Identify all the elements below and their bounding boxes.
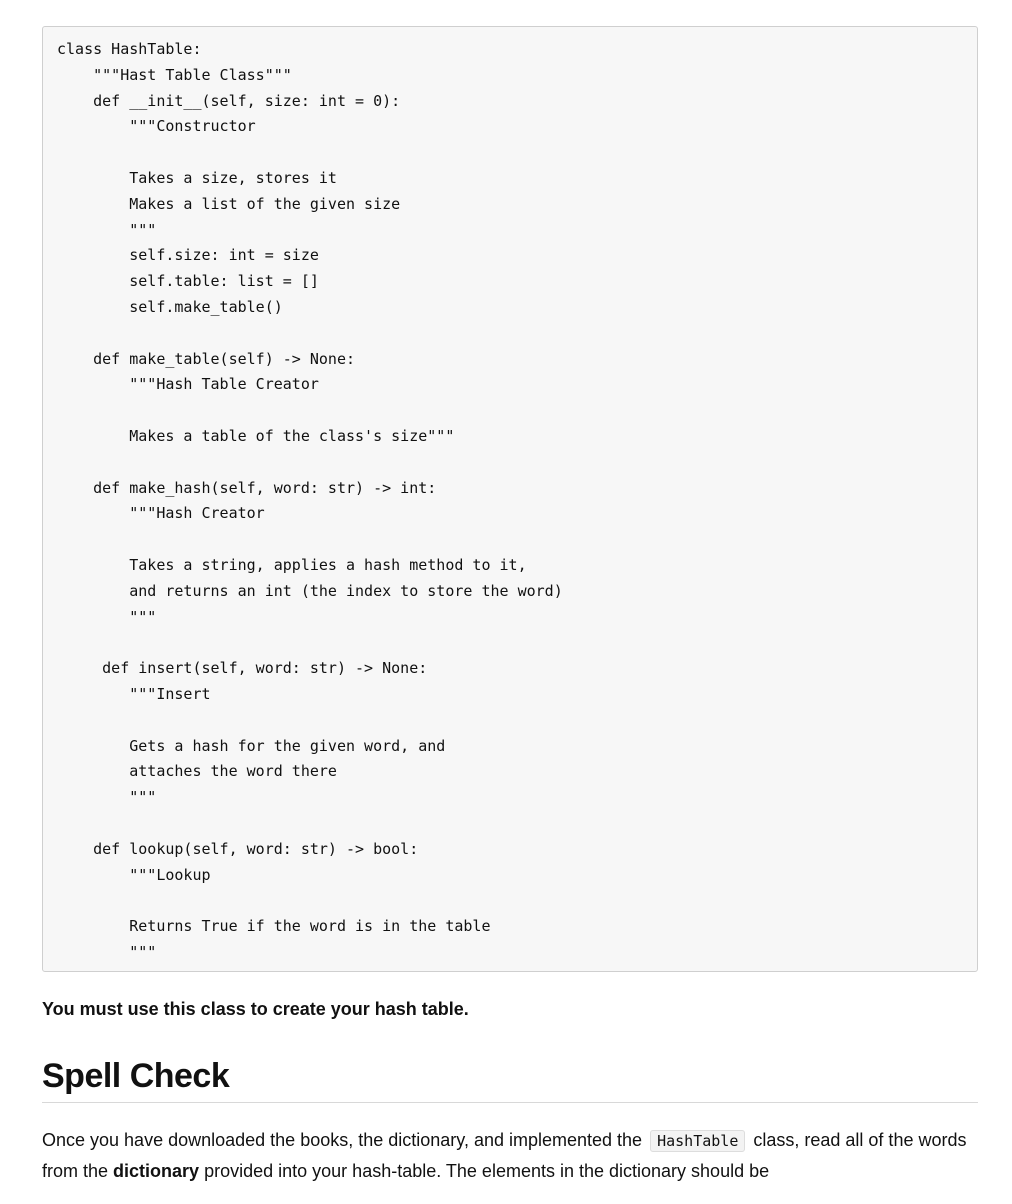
code-text: class HashTable: """Hast Table Class""" def __init__(self, size: int = 0): """Constructor Takes a size, stores it Makes a list of the given size """ self.size: int = size self.table: list = [] self.make_table() def make_table(self) -> None: """Hash Table Creator Makes a table of the class's size""" def make_hash(self, word: str) -> int: """Hash Creator Takes a string, applies a hash method to it, and returns an int (the index to store the word) """ def insert(self, word: str) -> None: """Insert Gets a hash for the given word, and attaches the word there """ def lookup(self, word: str) -> bool: """Lookup Returns True if the word is in the table """ xyxy=(57,40,563,961)
section-heading: Spell Check xyxy=(42,1052,978,1103)
class-usage-note: You must use this class to create your hash table. xyxy=(42,999,469,1019)
instruction-paragraph xyxy=(42,1125,982,1186)
para-text-3: provided into your hash-table. The elements in the dictionary should be xyxy=(204,1161,770,1181)
para-text-2: class, read all of the words from the xyxy=(42,1130,967,1181)
para-text-1: Once you have downloaded the books, the dictionary, and implemented the xyxy=(42,1130,643,1150)
dictionary-bold: dictionary xyxy=(113,1161,200,1181)
hashtable-inline-code: HashTable xyxy=(650,1130,745,1152)
code-block xyxy=(42,26,978,972)
